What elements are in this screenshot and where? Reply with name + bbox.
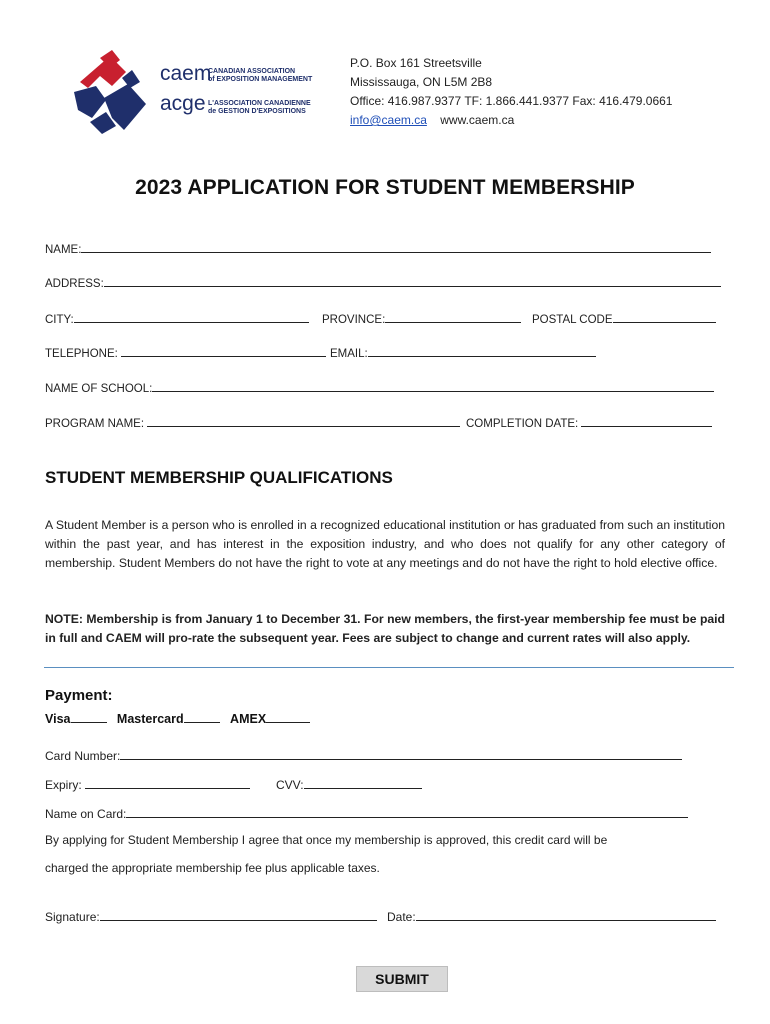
membership-note: NOTE: Membership is from January 1 to December 31. For new members, the first-year membership fee must be paid in full and CAEM will pro-rate the subsequent year. Fees are subject to change and current rates will also apply.	[45, 612, 725, 646]
contact-block	[350, 54, 672, 130]
address-field[interactable]	[45, 274, 721, 290]
email-label: EMAIL:	[330, 348, 368, 360]
program-label: PROGRAM NAME:	[45, 418, 148, 430]
email-link[interactable]: info@caem.ca	[350, 113, 427, 127]
logo-caem-line1: CANADIAN ASSOCIATION	[208, 68, 296, 75]
signature-field[interactable]	[45, 908, 377, 924]
name-on-card-input-line[interactable]	[126, 805, 688, 818]
address-label: ADDRESS:	[45, 278, 104, 290]
logo-acge-line2: de GESTION D'EXPOSITIONS	[208, 108, 306, 115]
name-field[interactable]	[45, 240, 711, 256]
qualifications-heading: STUDENT MEMBERSHIP QUALIFICATIONS	[45, 468, 393, 487]
payment-options	[45, 710, 310, 726]
consent-line-1: By applying for Student Membership I agree that once my membership is approved, this credit card will be	[45, 833, 608, 847]
consent-line-2: charged the appropriate membership fee plus applicable taxes.	[45, 861, 380, 875]
logo-caem-line2: of EXPOSITION MANAGEMENT	[208, 76, 313, 83]
card-number-input-line[interactable]	[120, 747, 682, 760]
completion-date-input-line[interactable]	[581, 414, 712, 427]
postal-code-label: POSTAL CODE	[532, 314, 613, 326]
mastercard-label: Mastercard	[116, 712, 184, 726]
program-input-line[interactable]	[147, 414, 460, 427]
logo-caem-full	[208, 68, 312, 84]
completion-date-label: COMPLETION DATE:	[466, 418, 582, 430]
caem-logo-mark-icon	[66, 48, 156, 138]
telephone-input-line[interactable]	[121, 344, 326, 357]
signature-label: Signature:	[45, 910, 100, 924]
logo-acge-text: acge	[160, 92, 206, 115]
name-label: NAME:	[45, 244, 82, 256]
date-field[interactable]	[387, 908, 716, 924]
cvv-label: CVV:	[276, 778, 304, 792]
date-input-line[interactable]	[416, 908, 716, 921]
cvv-field[interactable]	[276, 776, 422, 792]
email-input-line[interactable]	[368, 344, 596, 357]
qualifications-paragraph: A Student Member is a person who is enrolled in a recognized educational institution or has graduated from such an institution within the past year, and has interest in the exposition industry, and who does not qualify for any other category of membership. Student Members do not have the right to vote at any meetings and do not have the right to hold elective office.	[45, 518, 725, 571]
school-label: NAME OF SCHOOL:	[45, 383, 153, 395]
city-input-line[interactable]	[74, 310, 309, 323]
city-field[interactable]	[45, 310, 309, 326]
postal-code-input-line[interactable]	[613, 310, 716, 323]
logo-acge-line1: L'ASSOCIATION CANADIENNE	[208, 100, 311, 107]
telephone-field[interactable]	[45, 344, 326, 360]
city-label: CITY:	[45, 314, 74, 326]
name-on-card-label: Name on Card:	[45, 807, 127, 821]
address-line-1: P.O. Box 161 Streetsville	[350, 56, 482, 70]
province-field[interactable]	[322, 310, 521, 326]
amex-label: AMEX	[230, 712, 267, 726]
card-number-label: Card Number:	[45, 749, 121, 763]
name-input-line[interactable]	[81, 240, 711, 253]
expiry-label: Expiry:	[45, 778, 86, 792]
expiry-field[interactable]	[45, 776, 250, 792]
signature-input-line[interactable]	[100, 908, 377, 921]
name-on-card-field[interactable]	[45, 805, 688, 821]
logo-caem-text: caem	[160, 62, 212, 85]
program-field[interactable]	[45, 414, 460, 430]
amex-input-line[interactable]	[266, 710, 310, 723]
date-label: Date:	[387, 910, 416, 924]
page-title: 2023 APPLICATION FOR STUDENT MEMBERSHIP	[135, 176, 635, 199]
expiry-input-line[interactable]	[85, 776, 250, 789]
mastercard-input-line[interactable]	[184, 710, 220, 723]
visa-label: Visa	[45, 712, 71, 726]
province-input-line[interactable]	[385, 310, 521, 323]
phone-numbers: Office: 416.987.9377 TF: 1.866.441.9377 Fax: 416.479.0661	[350, 94, 673, 108]
school-field[interactable]	[45, 379, 714, 395]
website-text: www.caem.ca	[440, 113, 515, 127]
school-input-line[interactable]	[152, 379, 714, 392]
payment-heading: Payment:	[45, 687, 113, 704]
cvv-input-line[interactable]	[304, 776, 422, 789]
telephone-label: TELEPHONE:	[45, 348, 122, 360]
section-divider	[44, 667, 734, 668]
province-label: PROVINCE:	[322, 314, 386, 326]
address-line-2: Mississauga, ON L5M 2B8	[350, 75, 493, 89]
caem-logo	[66, 48, 316, 138]
completion-date-field[interactable]	[466, 414, 712, 430]
card-number-field[interactable]	[45, 747, 682, 763]
address-input-line[interactable]	[104, 274, 721, 287]
logo-acge-full	[208, 100, 311, 116]
email-field[interactable]	[330, 344, 596, 360]
postal-code-field[interactable]	[532, 310, 716, 326]
submit-button[interactable]: SUBMIT	[356, 966, 448, 992]
visa-input-line[interactable]	[71, 710, 107, 723]
